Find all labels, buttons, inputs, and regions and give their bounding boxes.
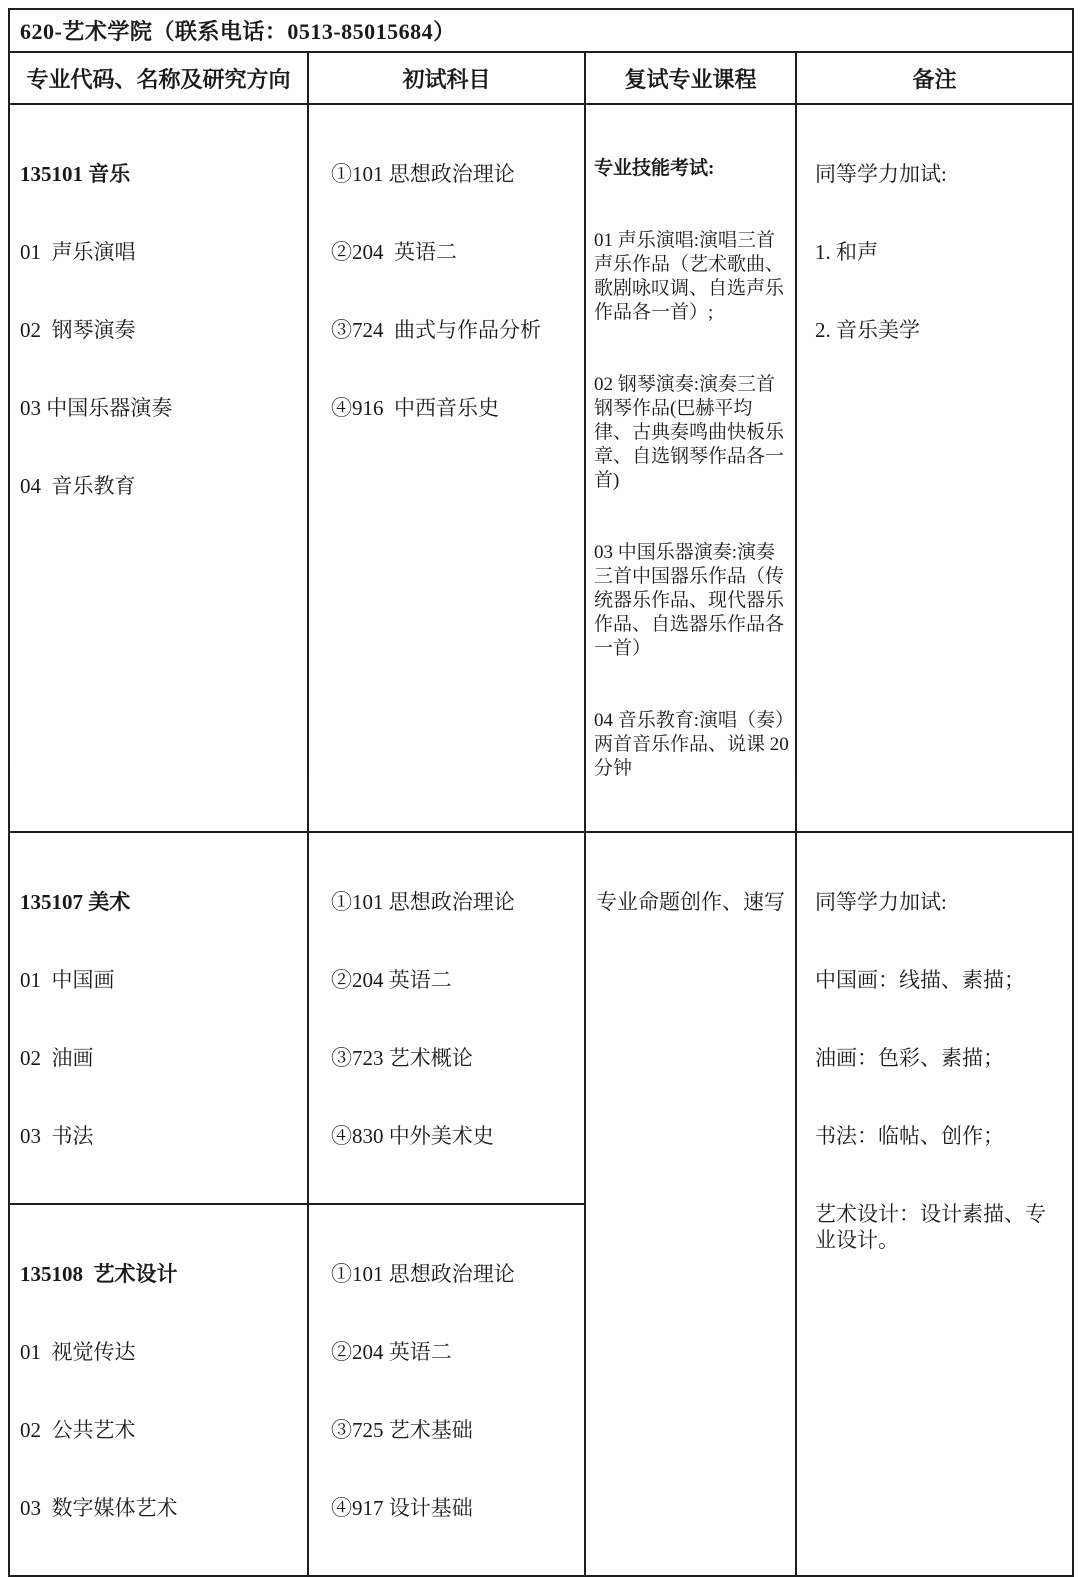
remark-line: 同等学力加试: xyxy=(815,890,947,914)
initial-subjects-cell-music xyxy=(308,104,585,832)
program-code-fine-arts: 135107 美术 xyxy=(20,890,131,914)
direction-item: 02 钢琴演奏 xyxy=(20,318,136,342)
program-cell-music xyxy=(9,104,308,832)
initial-subject-item: ③725 艺术基础 xyxy=(331,1418,473,1442)
retest-item: 04 音乐教育:演唱（奏）两首音乐作品、说课 20 分钟 xyxy=(594,710,794,779)
retest-cell-music xyxy=(585,104,796,832)
remarks-cell-music xyxy=(796,104,1073,832)
direction-item: 02 公共艺术 xyxy=(20,1418,136,1442)
remark-line: 2. 音乐美学 xyxy=(815,318,920,342)
retest-item: 专业命题创作、速写 xyxy=(596,890,785,914)
direction-item: 03 中国乐器演奏 xyxy=(20,396,173,420)
program-code-music: 135101 音乐 xyxy=(20,162,131,186)
initial-subject-item: ①101 思想政治理论 xyxy=(331,890,515,914)
admissions-table xyxy=(8,8,1074,1577)
direction-item: 02 油画 xyxy=(20,1046,94,1070)
remark-line: 同等学力加试: xyxy=(815,162,947,186)
direction-item: 01 声乐演唱 xyxy=(20,240,136,264)
initial-subject-item: ②204 英语二 xyxy=(331,1340,452,1364)
initial-subject-item: ④830 中外美术史 xyxy=(331,1124,494,1148)
remark-line: 艺术设计：设计素描、专业设计。 xyxy=(815,1202,1046,1252)
direction-item: 01 视觉传达 xyxy=(20,1340,136,1364)
direction-item: 01 中国画 xyxy=(20,968,115,992)
initial-subjects-cell-art-design xyxy=(308,1204,585,1576)
retest-heading: 专业技能考试: xyxy=(594,158,715,179)
initial-subject-item: ③724 曲式与作品分析 xyxy=(331,318,541,342)
initial-subject-item: ④916 中西音乐史 xyxy=(331,396,499,420)
remarks-cell-fine-arts-design xyxy=(796,832,1073,1576)
initial-subject-item: ③723 艺术概论 xyxy=(331,1046,473,1070)
initial-subject-item: ④917 设计基础 xyxy=(331,1496,473,1520)
retest-item: 02 钢琴演奏:演奏三首钢琴作品(巴赫平均律、古典奏鸣曲快板乐章、自选钢琴作品各一首) xyxy=(594,374,785,491)
initial-subject-item: ②204 英语二 xyxy=(331,240,457,264)
remark-line: 1. 和声 xyxy=(815,240,878,264)
retest-item: 01 声乐演唱:演唱三首声乐作品（艺术歌曲、歌剧咏叹调、自选声乐作品各一首）; xyxy=(594,230,785,323)
direction-item: 04 音乐教育 xyxy=(20,474,136,498)
direction-item: 03 书法 xyxy=(20,1124,94,1148)
remark-line: 中国画：线描、素描； xyxy=(815,968,1025,992)
initial-subject-item: ①101 思想政治理论 xyxy=(331,162,515,186)
column-header-retest-courses: 复试专业课程 xyxy=(585,52,796,104)
retest-cell-fine-arts-design xyxy=(585,832,796,1576)
remark-line: 书法：临帖、创作； xyxy=(815,1124,1004,1148)
college-title: 620-艺术学院（联系电话：0513-85015684） xyxy=(9,9,1073,52)
column-header-initial-subjects: 初试科目 xyxy=(308,52,585,104)
retest-item: 03 中国乐器演奏:演奏三首中国器乐作品（传统器乐作品、现代器乐作品、自选器乐作品各一首） xyxy=(594,542,785,659)
direction-item: 03 数字媒体艺术 xyxy=(20,1496,178,1520)
column-header-program: 专业代码、名称及研究方向 xyxy=(9,52,308,104)
program-cell-art-design xyxy=(9,1204,308,1576)
initial-subjects-cell-fine-arts xyxy=(308,832,585,1204)
initial-subject-item: ②204 英语二 xyxy=(331,968,452,992)
column-header-remarks: 备注 xyxy=(796,52,1073,104)
program-cell-fine-arts xyxy=(9,832,308,1204)
remark-line: 油画：色彩、素描； xyxy=(815,1046,1004,1070)
program-code-art-design: 135108 艺术设计 xyxy=(20,1262,178,1286)
initial-subject-item: ①101 思想政治理论 xyxy=(331,1262,515,1286)
